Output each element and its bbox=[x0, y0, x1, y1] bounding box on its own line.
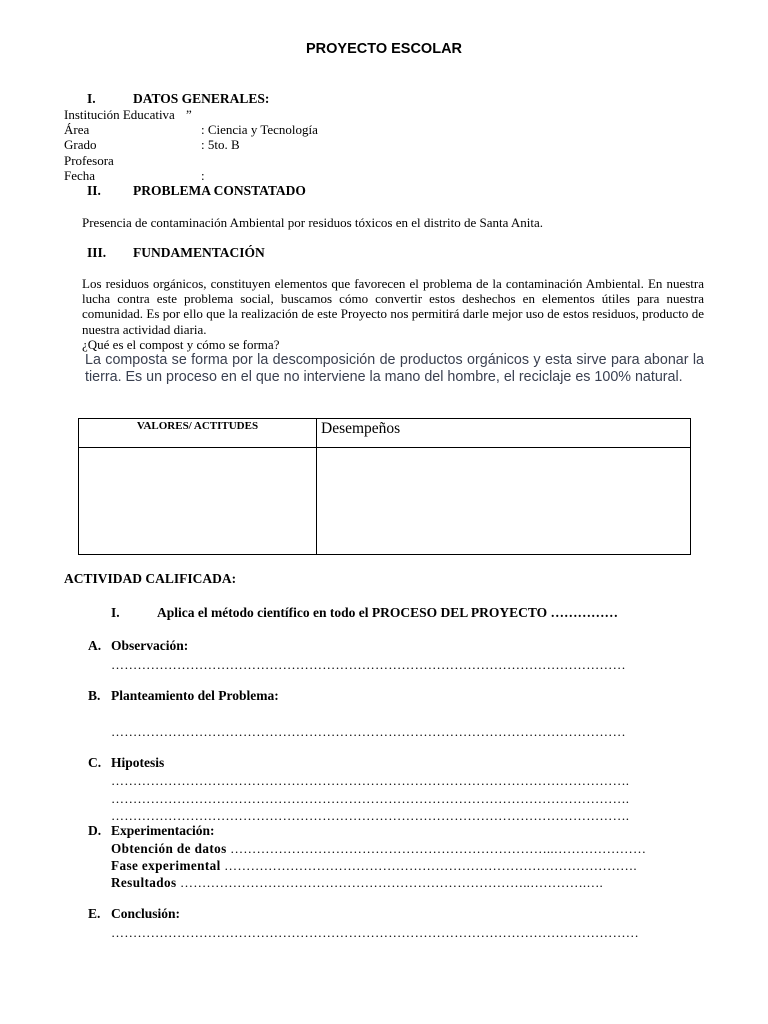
field-value: ” bbox=[186, 107, 192, 122]
section-heading: DATOS GENERALES: bbox=[133, 91, 270, 106]
field-grado bbox=[64, 137, 464, 153]
section-fundamentacion bbox=[87, 245, 387, 263]
dotted-line: ……………………………………………………………………………………………………… bbox=[111, 657, 626, 672]
problema-text: Presencia de contaminación Ambiental por residuos tóxicos en el distrito de Santa Anita. bbox=[82, 215, 544, 230]
question-text: ¿Qué es el compost y cómo se forma? bbox=[82, 336, 280, 352]
sub-fase-experimental bbox=[111, 857, 689, 875]
fundamentacion-paragraph bbox=[82, 276, 704, 352]
step-label: Observación: bbox=[111, 638, 189, 653]
table-header-desempenos: Desempeños bbox=[317, 419, 691, 448]
dotted-line: ………………………………………………………………………………………………………… bbox=[111, 925, 639, 940]
field-area bbox=[64, 122, 464, 138]
sub-resultados bbox=[111, 874, 689, 892]
field-value: : Ciencia y Tecnología bbox=[201, 122, 318, 137]
dotted-line: ………………………………………………………………..………………… bbox=[226, 841, 647, 856]
sub-label: Resultados bbox=[111, 875, 177, 890]
field-value: : bbox=[201, 168, 205, 183]
step-label: Hipotesis bbox=[111, 755, 165, 770]
section-number: II. bbox=[87, 183, 101, 198]
sub-label: Obtención de datos bbox=[111, 841, 227, 856]
step-letter: C. bbox=[88, 755, 102, 770]
step-letter: A. bbox=[88, 638, 102, 653]
step-letter: B. bbox=[88, 688, 101, 703]
field-label: Grado bbox=[64, 137, 97, 152]
dotted-line: ……………………………………………………………………..………….…. bbox=[176, 875, 604, 890]
section-number: III. bbox=[87, 245, 107, 260]
table-header-valores: VALORES/ ACTITUDES bbox=[79, 419, 317, 448]
step-label: Experimentación: bbox=[111, 823, 215, 838]
dotted-line: ………………………………………………………………………………………………………. bbox=[111, 791, 630, 806]
item-text: Aplica el método científico en todo el PROCESO DEL PROYECTO …………… bbox=[157, 605, 618, 620]
answer-text: La composta se forma por la descomposición de productos orgánicos y esta sirve para abonar la tierra. Es un proceso en el que no interviene la mano del hombre, el reciclaje es 100% natural. bbox=[85, 352, 704, 385]
composta-answer bbox=[85, 352, 704, 386]
step-letter: E. bbox=[88, 906, 101, 921]
item-number: I. bbox=[111, 605, 120, 620]
sub-obtencion-datos bbox=[111, 840, 689, 858]
table-cell-desempenos[interactable] bbox=[317, 448, 691, 555]
table-cell-valores[interactable] bbox=[79, 448, 317, 555]
step-label: Planteamiento del Problema: bbox=[111, 688, 279, 703]
section-problema bbox=[87, 183, 387, 201]
field-label: Fecha bbox=[64, 168, 96, 183]
valores-desempenos-table bbox=[78, 418, 691, 555]
activity-title: ACTIVIDAD CALIFICADA: bbox=[64, 571, 237, 586]
dotted-line: ………………………………………………………………………………………………………. bbox=[111, 773, 630, 788]
step-label: Conclusión: bbox=[111, 906, 181, 921]
field-institucion bbox=[64, 107, 464, 123]
section-heading: PROBLEMA CONSTATADO bbox=[133, 183, 306, 198]
field-profesora bbox=[64, 153, 464, 169]
field-label: Área bbox=[64, 122, 90, 137]
sub-label: Fase experimental bbox=[111, 858, 221, 873]
step-letter: D. bbox=[88, 823, 102, 838]
field-label: Profesora bbox=[64, 153, 114, 168]
section-heading: FUNDAMENTACIÓN bbox=[133, 245, 265, 260]
paragraph-text: Los residuos orgánicos, constituyen elementos que favorecen el problema de la contaminación Ambiental. En nuestra lucha contra este problema social, buscamos cómo convertir estos deshechos en elementos útiles para nuestra comunidad. Es por ello que la realización de este Proyecto nos permitirá darle mejor uso de estos residuos, producto de nuestra actividad diaria. bbox=[82, 276, 704, 337]
section-number: I. bbox=[87, 91, 96, 106]
document-title: PROYECTO ESCOLAR bbox=[305, 41, 463, 57]
field-value: : 5to. B bbox=[201, 137, 240, 152]
field-fecha bbox=[64, 168, 464, 184]
dotted-line: ……………………………………………………………………………………………………… bbox=[111, 724, 626, 739]
field-label: Institución Educativa bbox=[64, 107, 175, 122]
dotted-line: ………………………………………………………………………………………………………. bbox=[111, 808, 630, 823]
dotted-line: …………………………………………………………………………………. bbox=[220, 858, 637, 873]
